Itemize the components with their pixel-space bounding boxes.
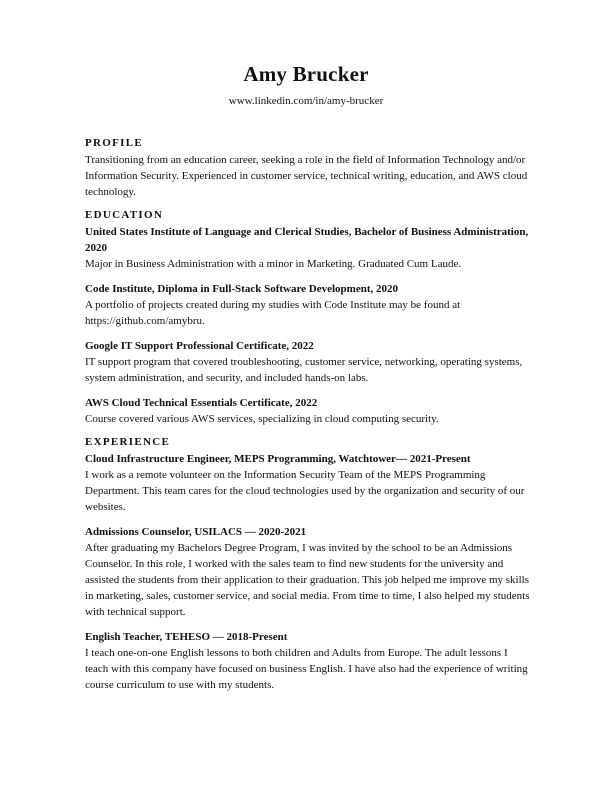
- experience-section: [85, 433, 530, 693]
- experience-entry: [85, 629, 530, 693]
- education-entry-body: Course covered various AWS services, specializing in cloud computing security.: [85, 413, 439, 425]
- linkedin-link[interactable]: www.linkedin.com/in/amy-brucker: [228, 95, 384, 107]
- resume-name: Amy Brucker: [243, 62, 369, 86]
- profile-text: Transitioning from an education career, seeking a role in the field of Information Technology and/or Information Security. Experienced in customer service, technical writing, education, and AWS cloud technology.: [85, 154, 528, 198]
- education-entry-title: AWS Cloud Technical Essentials Certificate, 2022: [85, 397, 318, 409]
- experience-entry-body: I work as a remote volunteer on the Information Security Team of the MEPS Programming Department. This team cares for the cloud technologies used by the organization and security of our websites.: [85, 469, 525, 513]
- education-entry-title: Google IT Support Professional Certificate, 2022: [85, 340, 314, 352]
- experience-heading: EXPERIENCE: [85, 436, 171, 448]
- profile-section: [85, 134, 530, 200]
- experience-entry-title: Admissions Counselor, USILACS — 2020-2021: [85, 526, 307, 538]
- resume-content: [85, 134, 530, 699]
- education-entry: [85, 281, 530, 329]
- experience-entry: [85, 524, 530, 620]
- education-entry-body: IT support program that covered troubleshooting, customer service, networking, operating systems, system administration, and security, and included hands-on labs.: [85, 356, 523, 384]
- education-entry: [85, 395, 530, 427]
- education-entry-body: A portfolio of projects created during my studies with Code Institute may be found at https://github.com/amybru.: [85, 299, 461, 327]
- education-entry-body: Major in Business Administration with a minor in Marketing. Graduated Cum Laude.: [85, 258, 462, 270]
- education-heading: EDUCATION: [85, 209, 164, 221]
- experience-entry-title: English Teacher, TEHESO — 2018-Present: [85, 631, 288, 643]
- education-entry: [85, 338, 530, 386]
- profile-heading: PROFILE: [85, 137, 143, 149]
- education-section: [85, 206, 530, 427]
- experience-entry-title: Cloud Infrastructure Engineer, MEPS Programming, Watchtower— 2021-Present: [85, 453, 471, 465]
- education-entry: [85, 224, 530, 272]
- education-entry-title: Code Institute, Diploma in Full-Stack Software Development, 2020: [85, 283, 398, 295]
- experience-entry: [85, 451, 530, 515]
- education-entry-title: United States Institute of Language and Clerical Studies, Bachelor of Business Administration, 2020: [85, 226, 529, 254]
- experience-entry-body: After graduating my Bachelors Degree Program, I was invited by the school to be an Admissions Counselor. In this role, I worked with the sales team to find new students for the university and assisted the students from their application to their graduation. This job helped me improve my skills in marketing, sales, customer service, and social media. From time to time, I also helped my students with technical support.: [85, 542, 530, 618]
- experience-entry-body: I teach one-on-one English lessons to both children and Adults from Europe. The adult lessons I teach with this company have focused on business English. I have also had the experience of writing course curriculum to use with my students.: [85, 647, 528, 691]
